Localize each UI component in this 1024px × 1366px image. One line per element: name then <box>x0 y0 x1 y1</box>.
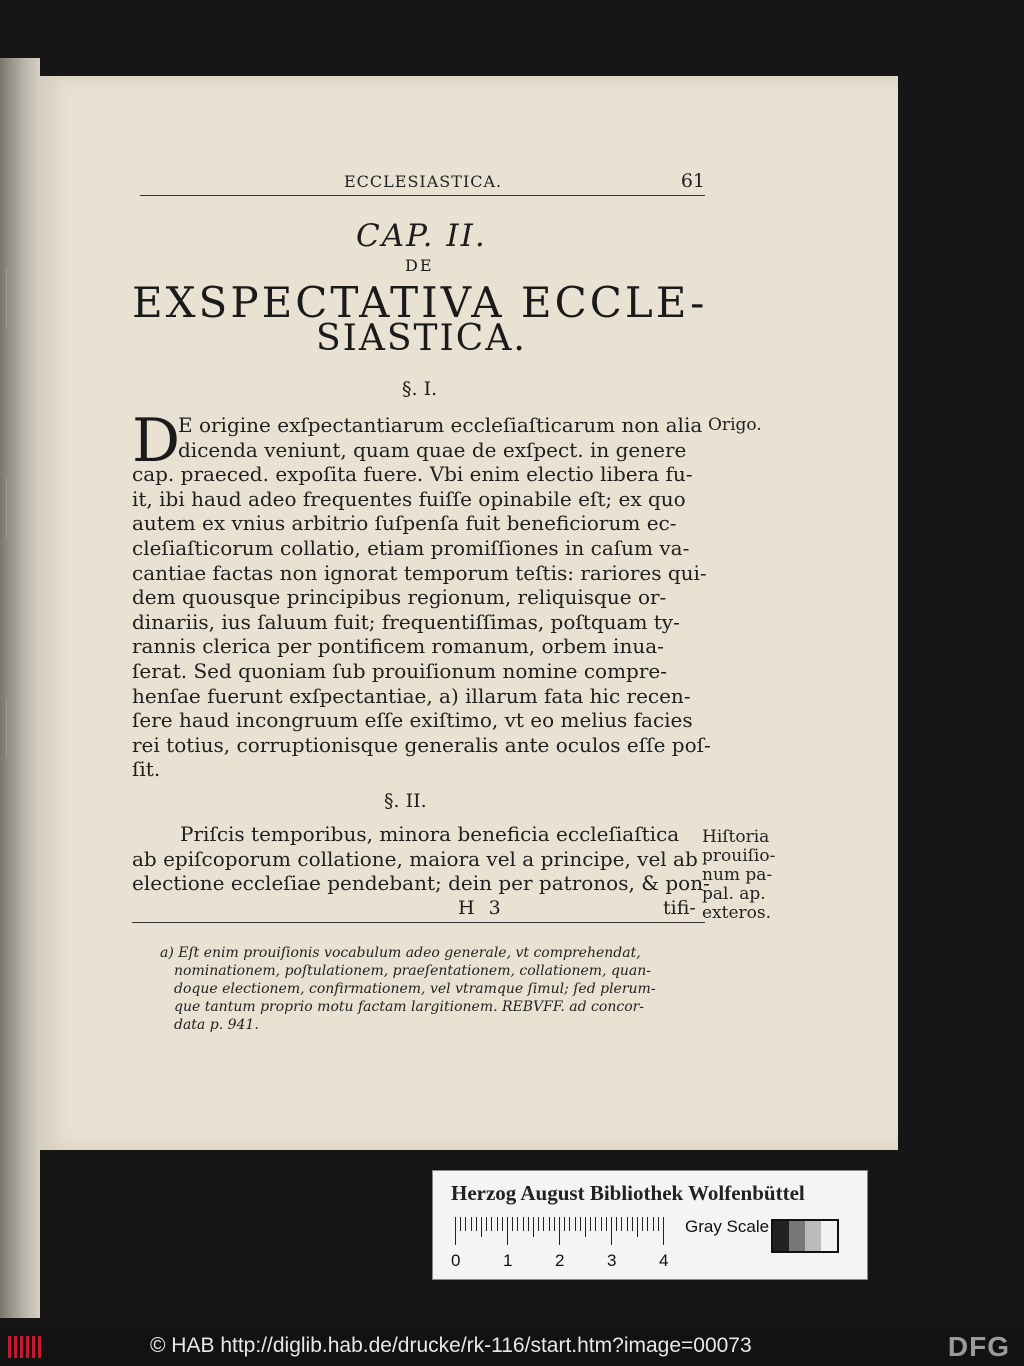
ruler-tick <box>497 1217 498 1231</box>
ruler-tick <box>632 1217 633 1231</box>
color-calibration-card <box>432 1170 868 1280</box>
footnote-line: nominationem, poſtulationem, praeſentationem, collationem, quan- <box>174 963 652 979</box>
ruler-tick <box>455 1217 456 1245</box>
header-rule <box>140 195 705 196</box>
ruler-tick <box>564 1217 565 1231</box>
ruler-tick <box>523 1217 524 1231</box>
chapter-title-line1: EXSPECTATIVA ECCLE- <box>132 278 708 327</box>
ruler-tick <box>590 1217 591 1231</box>
ruler-tick <box>465 1217 466 1231</box>
ruler-tick <box>471 1217 472 1231</box>
gray-scale-label: Gray Scale <box>685 1217 770 1236</box>
text-line: dicenda veniunt, quam quae de exſpect. in genere <box>178 437 687 462</box>
ruler-tick <box>585 1217 586 1237</box>
ghost-text <box>6 698 33 758</box>
chapter-number: CAP. II. <box>356 218 487 254</box>
ruler-tick <box>543 1217 544 1231</box>
ruler-tick <box>486 1217 487 1231</box>
swatch-cell <box>805 1221 821 1251</box>
ruler-tick <box>481 1217 482 1237</box>
ruler-tick <box>611 1217 612 1245</box>
ruler-tick <box>460 1217 461 1231</box>
ruler-tick <box>517 1217 518 1231</box>
text-line: dinariis, ius ſaluum fuit; frequentiſſimas, poſtquam ty- <box>132 609 680 634</box>
text-line: henſae fuerunt exſpectantiae, a) illarum fata hic recen- <box>132 683 691 708</box>
gray-swatch <box>771 1219 839 1253</box>
scale-number: 1 <box>503 1251 513 1270</box>
drop-cap: D <box>132 406 181 476</box>
chapter-de: DE <box>405 256 434 275</box>
ruler-tick <box>601 1217 602 1231</box>
ruler-tick <box>528 1217 529 1231</box>
ruler-tick <box>627 1217 628 1231</box>
page-number: 61 <box>680 170 705 192</box>
swatch-cell <box>821 1221 837 1251</box>
text-line: ſit. <box>132 757 161 782</box>
footnote-line: doque electionem, confirmationem, vel vtramque ſimul; ſed plerum- <box>174 981 656 997</box>
ruler-tick <box>533 1217 534 1237</box>
text-line: dem quousque principibus regionum, reliquisque or- <box>132 585 667 610</box>
ruler-tick <box>507 1217 508 1245</box>
text-line: E origine exſpectantiarum eccleſiaſticarum non alia <box>178 413 703 437</box>
ruler-tick <box>549 1217 550 1231</box>
text-line: rannis clerica per pontificem romanum, orbem inua- <box>132 634 664 659</box>
dfg-logo: DFG <box>947 1331 1010 1362</box>
section1-text <box>132 406 711 782</box>
text-line: ſere haud incongruum eſſe exiſtimo, vt eo melius facies <box>132 708 693 733</box>
ruler-tick <box>575 1217 576 1231</box>
ruler-tick <box>554 1217 555 1231</box>
institution-name: Herzog August Bibliothek Wolfenbüttel <box>451 1181 805 1205</box>
ruler-tick <box>653 1217 654 1231</box>
ruler-tick <box>637 1217 638 1237</box>
ruler-tick <box>647 1217 648 1231</box>
ruler-tick <box>502 1217 503 1231</box>
text-line: cantiae factas non ignorat temporum teſtis: rariores qui- <box>132 560 707 585</box>
scale-number: 2 <box>555 1251 565 1270</box>
scale-number: 3 <box>607 1251 617 1270</box>
running-title: ECCLESIASTICA. <box>344 172 503 191</box>
ruler-tick <box>621 1217 622 1231</box>
ruler-tick <box>559 1217 560 1245</box>
ruler-tick <box>616 1217 617 1231</box>
text-line: electione eccleſiae pendebant; dein per patronos, & pon- <box>132 871 710 896</box>
text-line: cap. praeced. expoſita fuere. Vbi enim electio libera fu- <box>132 462 693 487</box>
scale-number: 0 <box>451 1251 461 1270</box>
text-line: autem ex vnius arbitrio ſuſpenſa fuit beneficiorum ec- <box>132 511 677 536</box>
ruler-tick <box>569 1217 570 1231</box>
running-header <box>140 172 705 196</box>
signature-mark: H 3 <box>458 897 505 919</box>
ruler-tick <box>663 1217 664 1245</box>
ruler-tick <box>642 1217 643 1231</box>
text-line: rei totius, corruptionisque generalis ante oculos eſſe poſ- <box>132 732 711 757</box>
viewer-footer <box>0 1328 1024 1366</box>
copyright-link[interactable]: © HAB http://diglib.hab.de/drucke/rk-116/start.htm?image=00073 <box>150 1334 752 1357</box>
section-mark-1: §. I. <box>402 378 438 400</box>
ruler-tick <box>512 1217 513 1231</box>
footnote-line: a) Eſt enim prouiſionis vocabulum adeo generale, vt comprehendat, <box>160 945 641 961</box>
margin-note-origo: Origo. <box>708 415 762 435</box>
ruler-tick <box>476 1217 477 1231</box>
adjacent-page-edge <box>0 58 40 1318</box>
ruler-tick <box>491 1217 492 1231</box>
scale-number: 4 <box>659 1251 669 1270</box>
ghost-text <box>6 268 33 328</box>
section2-text <box>132 822 710 896</box>
text-line: ab epiſcoporum collatione, maiora vel a principe, vel ab <box>132 846 698 871</box>
text-line: it, ibi haud adeo frequentes fuiſſe opinabile eſt; ex quo <box>132 486 686 511</box>
footnote-line: data p. 941. <box>174 1017 259 1033</box>
text-line: cleſiaſticorum collatio, etiam promiſſiones in caſum va- <box>132 535 690 560</box>
margin-note-historia: Hiſtoria prouiſio- num pa- pal. ap. exteros. <box>702 827 776 923</box>
ruler-tick <box>538 1217 539 1231</box>
section-mark-2: §. II. <box>384 790 427 812</box>
ruler-tick <box>580 1217 581 1231</box>
swatch-cell <box>789 1221 805 1251</box>
footnote-line: que tantum proprio motu factam largitionem. REBVFF. ad concor- <box>174 999 645 1015</box>
catchword: tifi- <box>663 897 696 919</box>
scale-ruler <box>455 1217 677 1245</box>
hab-logo-icon <box>8 1336 42 1358</box>
ruler-tick <box>595 1217 596 1231</box>
swatch-cell <box>773 1221 789 1251</box>
ruler-tick <box>658 1217 659 1231</box>
footnote-rule <box>132 922 705 923</box>
chapter-title-line2: SIASTICA. <box>316 318 527 359</box>
text-line: ſerat. Sed quoniam ſub prouiſionum nomine compre- <box>132 658 667 683</box>
text-line: Priſcis temporibus, minora beneficia eccleſiaſtica <box>180 822 680 846</box>
ruler-tick <box>606 1217 607 1231</box>
ghost-text <box>6 478 33 538</box>
footnote <box>160 944 710 1034</box>
